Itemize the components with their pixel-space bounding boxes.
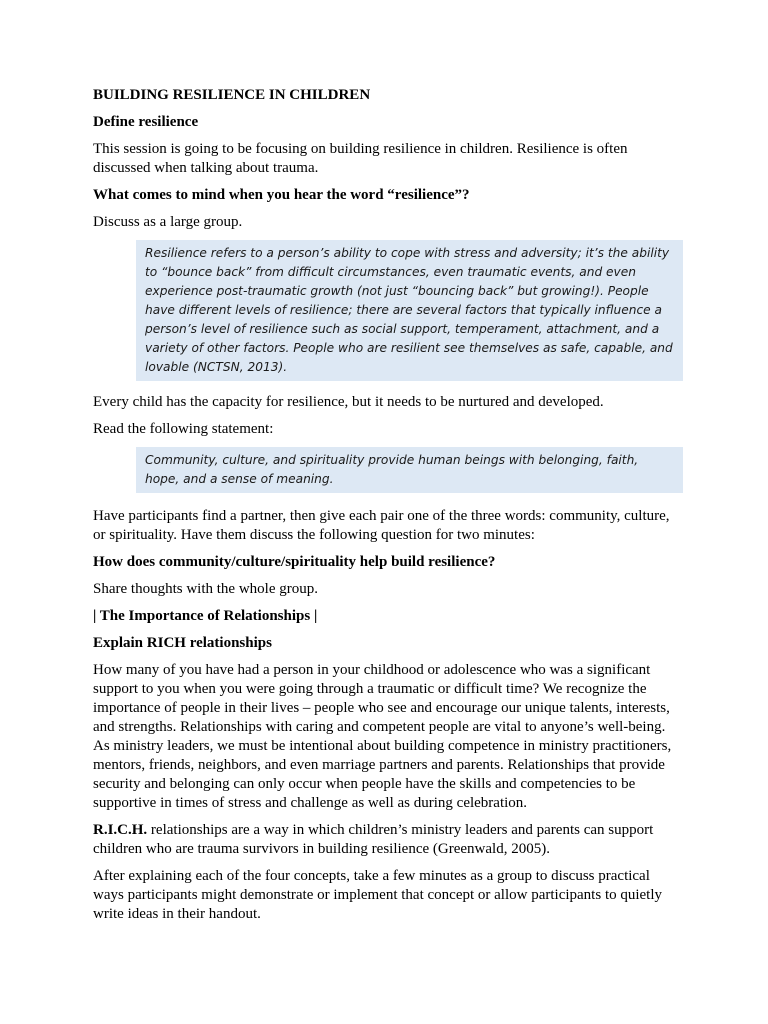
capacity-paragraph: Every child has the capacity for resilience, but it needs to be nurtured and developed.: [93, 394, 604, 410]
instruction-discuss: Discuss as a large group.: [93, 214, 243, 230]
heading-define-resilience: Define resilience: [93, 114, 199, 130]
resilience-definition-callout: Resilience refers to a person’s ability to cope with stress and adversity; it’s the ability to “bounce back” from difficult circumstances, even traumatic events, and even experience post-traumatic growth (not just “bouncing back” but growing!). People have different levels of resilience; there are several factors that typically influence a person’s level of resilience such as social support, temperament, attachment, and a variety of other factors. People who are resilient see themselves as safe, capable, and lovable (NCTSN, 2013).: [136, 240, 683, 381]
rich-description: relationships are a way in which children’s ministry leaders and parents can support children who are trauma survivors in building resilience (Greenwald, 2005).: [93, 822, 654, 857]
partner-paragraph: Have participants find a partner, then give each pair one of the three words: community, culture, or spirituality. Have them discuss the following question for two minutes:: [93, 508, 670, 543]
document-page: [93, 86, 683, 932]
heading-rich-relationships: Explain RICH relationships: [93, 635, 272, 651]
instruction-read-statement: Read the following statement:: [93, 421, 274, 437]
rich-paragraph: [93, 821, 683, 859]
section-importance-relationships: | The Importance of Relationships |: [93, 608, 318, 624]
instruction-share: Share thoughts with the whole group.: [93, 581, 318, 597]
community-statement-callout: Community, culture, and spirituality provide human beings with belonging, faith, hope, and a sense of meaning.: [136, 447, 683, 493]
document-title: BUILDING RESILIENCE IN CHILDREN: [93, 87, 371, 103]
question-community-culture: How does community/culture/spirituality help build resilience?: [93, 554, 496, 570]
question-resilience-word: What comes to mind when you hear the word “resilience”?: [93, 187, 470, 203]
intro-paragraph: This session is going to be focusing on building resilience in children. Resilience is often discussed when talking about trauma.: [93, 141, 628, 176]
rich-acronym: R.I.C.H.: [93, 822, 148, 838]
after-explaining-paragraph: After explaining each of the four concepts, take a few minutes as a group to discuss practical ways participants might demonstrate or implement that concept or allow participants to quietly write ideas in their handout.: [93, 868, 663, 922]
relationships-paragraph: How many of you have had a person in your childhood or adolescence who was a significant support to you when you were going through a traumatic or difficult time? We recognize the importance of people in their lives – people who see and encourage our unique talents, interests, and strengths. Relationships with caring and competent people are vital to anyone’s well-being. As ministry leaders, we must be intentional about building competence in ministry practitioners, mentors, friends, neighbors, and even marriage partners and parents. Relationships that provide security and belonging can only occur when people have the skills and competencies to be supportive in times of stress and challenge as well as during celebration.: [93, 662, 672, 811]
